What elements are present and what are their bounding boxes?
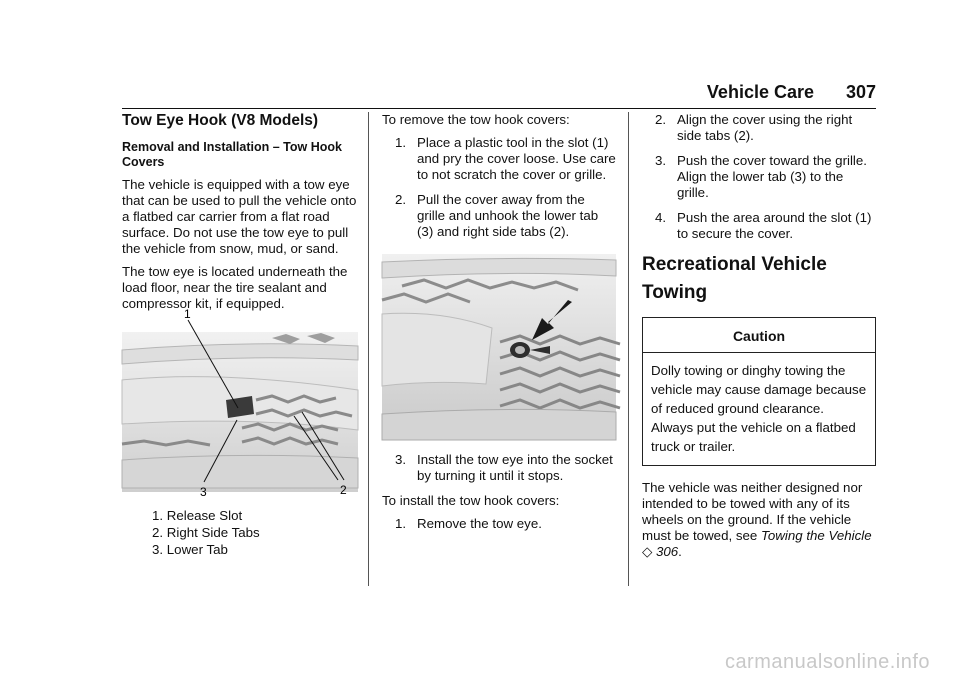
column-divider-1 — [368, 112, 369, 586]
step-number: 2. — [395, 192, 407, 207]
section-heading-tow-eye: Tow Eye Hook (V8 Models) — [122, 112, 319, 129]
step-text: Pull the cover away from the grille and unhook the lower tab (3) and right side tabs (2). — [417, 192, 599, 239]
paragraph-end: . — [678, 544, 682, 559]
legend-item-lower-tab: 3. Lower Tab — [152, 542, 228, 557]
cross-reference-link[interactable]: Towing the Vehicle — [761, 528, 872, 543]
paragraph-text: The vehicle was neither designed nor intended to be towed with any of its wheels on the ground. If the vehicle must be towed, see — [642, 480, 863, 543]
figure-tow-eye-installed — [382, 254, 616, 444]
step-text: Place a plastic tool in the slot (1) and pry the cover loose. Use care to not scratch the cover or grille. — [417, 135, 616, 182]
step-number: 4. — [655, 210, 667, 225]
page-header — [122, 82, 876, 108]
step-text: Push the area around the slot (1) to secure the cover. — [677, 210, 872, 241]
step-text: Push the cover toward the grille. Align the lower tab (3) to the grille. — [677, 153, 867, 200]
caution-text: Dolly towing or dinghy towing the vehicle may cause damage because of reduced ground clearance. Always put the vehicle on a flatbed truck or trailer. — [651, 363, 867, 454]
caution-box — [642, 317, 876, 466]
subheading-removal: Removal and Installation – Tow Hook Covers — [122, 140, 342, 169]
callout-2: 2 — [340, 483, 347, 497]
figure-tow-hook-cover — [122, 307, 358, 500]
install-step-4 — [642, 210, 878, 242]
watermark: carmanualsonline.info — [724, 651, 930, 673]
step-number: 1. — [395, 516, 407, 531]
paragraph-rv-towing — [642, 480, 878, 560]
column-2 — [382, 112, 616, 541]
step-text: Install the tow eye into the socket by turning it until it stops. — [417, 452, 613, 483]
install-intro: To install the tow hook covers: — [382, 493, 560, 508]
step-number: 1. — [395, 135, 407, 150]
paragraph-tow-eye-use: The vehicle is equipped with a tow eye that can be used to pull the vehicle onto a flatbed car carrier from a flat road surface. Do not use the tow eye to pull the vehicle from snow, mud, or sand. — [122, 177, 357, 256]
step-number: 2. — [655, 112, 667, 127]
caution-title: Caution — [643, 318, 875, 353]
header-rule — [122, 108, 876, 109]
section-heading-rv-towing: Recreational Vehicle Towing — [642, 254, 827, 303]
install-step-1 — [382, 516, 616, 532]
tow-hook-cover-illustration — [122, 307, 358, 500]
legend-item-right-side-tabs: 2. Right Side Tabs — [152, 525, 260, 540]
column-1 — [122, 112, 358, 559]
callout-1: 1 — [184, 307, 191, 321]
remove-intro: To remove the tow hook covers: — [382, 112, 570, 127]
step-text: Align the cover using the right side tabs (2). — [677, 112, 853, 143]
cross-reference-page[interactable]: 306 — [655, 544, 679, 559]
column-divider-2 — [628, 112, 629, 586]
figure-legend — [122, 508, 358, 558]
section-title: Vehicle Care — [706, 82, 814, 102]
callout-3: 3 — [200, 485, 207, 499]
install-step-3 — [382, 452, 616, 484]
install-step-2 — [642, 112, 878, 144]
paragraph-tow-eye-location: The tow eye is located underneath the load floor, near the tire sealant and compressor kit, if equipped. — [122, 264, 348, 311]
page-number: 307 — [845, 82, 876, 102]
remove-step-1 — [382, 135, 616, 183]
page-ref-icon: ◇ — [642, 544, 653, 559]
column-3 — [642, 112, 878, 567]
legend-item-release-slot: 1. Release Slot — [152, 508, 243, 523]
remove-step-2 — [382, 192, 616, 240]
step-number: 3. — [395, 452, 407, 467]
install-step-3b — [642, 153, 878, 201]
tow-eye-illustration — [382, 254, 616, 444]
step-number: 3. — [655, 153, 667, 168]
step-text: Remove the tow eye. — [417, 516, 542, 531]
